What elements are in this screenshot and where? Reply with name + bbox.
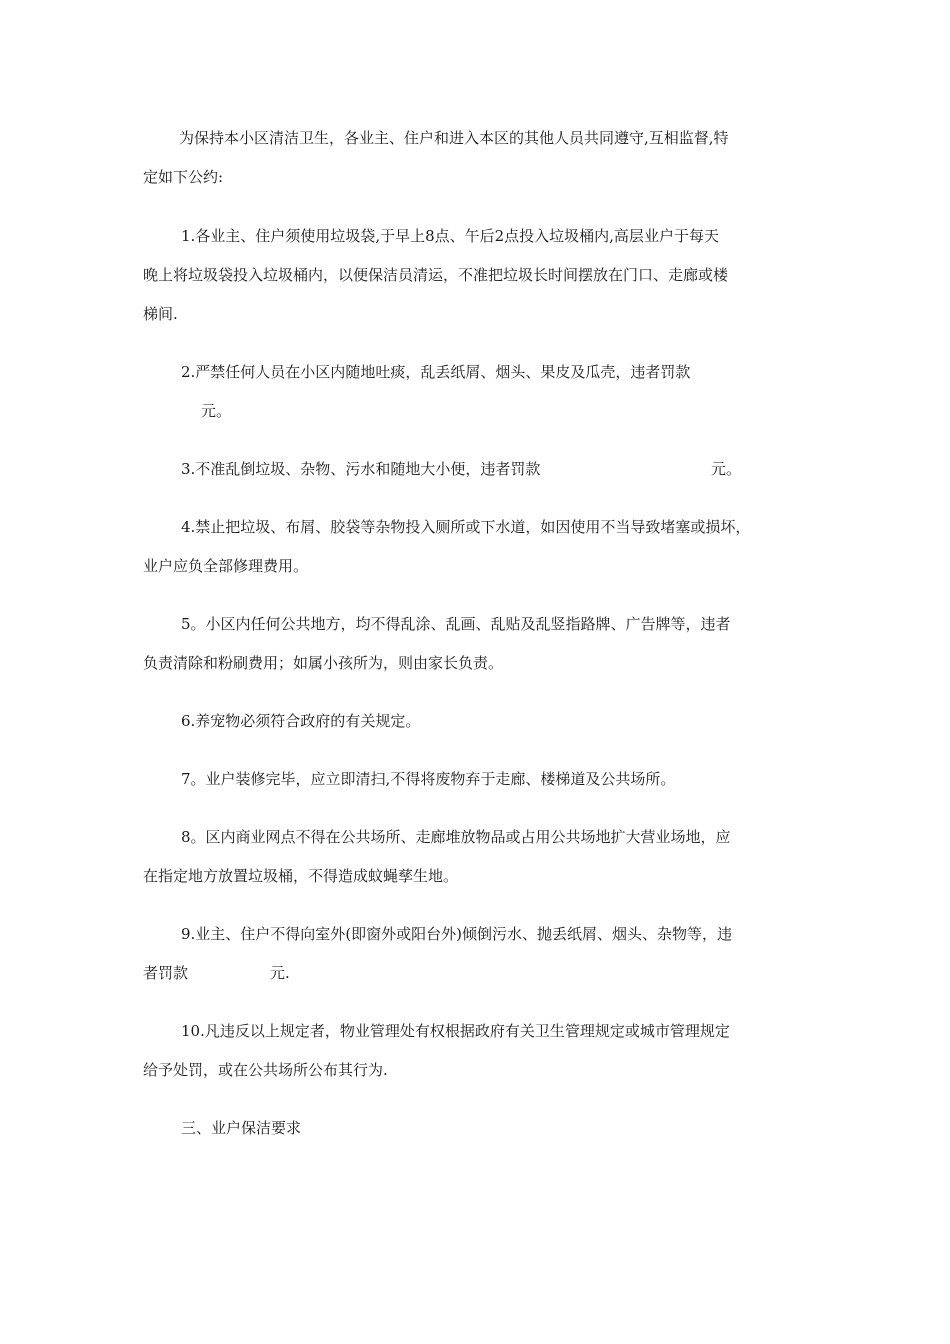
item-5-line-1: 5。小区内任何公共地方，均不得乱涂、乱画、乱贴及乱竖指路牌、广告牌等，违者 [181, 615, 731, 633]
item-9-line-2: 者罚款 [143, 964, 189, 982]
item-10-line-2: 给予处罚，或在公共场所公布其行为. [143, 1061, 388, 1079]
intro-line-1: 为保持本小区清洁卫生，各业主、住户和进入本区的其他人员共同遵守,互相监督,特 [179, 129, 729, 147]
item-3-fine-unit: 元。 [711, 460, 742, 478]
item-6-line-1: 6.养宠物必须符合政府的有关规定。 [181, 712, 421, 730]
item-5-line-2: 负责清除和粉刷费用；如属小孩所为，则由家长负责。 [143, 654, 504, 672]
item-8-line-2: 在指定地方放置垃圾桶，不得造成蚊蝇孳生地。 [143, 867, 459, 885]
item-2-line-1: 2.严禁任何人员在小区内随地吐痰，乱丢纸屑、烟头、果皮及瓜壳，违者罚款 [181, 363, 691, 381]
item-10-line-1: 10.凡违反以上规定者，物业管理处有权根据政府有关卫生管理规定或城市管理规定 [181, 1022, 730, 1040]
item-3-line-1: 3.不准乱倒垃圾、杂物、污水和随地大小便，违者罚款 [181, 460, 541, 478]
item-1-line-1: 1.各业主、住户须使用垃圾袋,于早上8点、午后2点投入垃圾桶内,高层业户于每天 [181, 227, 719, 245]
intro-line-2: 定如下公约: [143, 168, 224, 186]
item-9-fine-unit: 元. [270, 964, 290, 982]
item-8-line-1: 8。区内商业网点不得在公共场所、走廊堆放物品或占用公共场地扩大营业场地，应 [181, 828, 731, 846]
item-7-line-1: 7。业户装修完毕，应立即清扫,不得将废物弃于走廊、楼梯道及公共场所。 [181, 770, 676, 788]
item-1-line-2: 晚上将垃圾袋投入垃圾桶内，以便保洁员清运，不准把垃圾长时间摆放在门口、走廊或楼 [143, 266, 729, 284]
item-2-line-2: 元。 [201, 402, 232, 420]
item-4-line-1: 4.禁止把垃圾、布屑、胶袋等杂物投入厕所或下水道，如因使用不当导致堵塞或损坏， [181, 518, 751, 536]
item-1-line-3: 梯间. [143, 305, 178, 323]
item-4-line-2: 业户应负全部修理费用。 [143, 557, 309, 575]
item-9-line-1: 9.业主、住户不得向室外(即窗外或阳台外)倾倒污水、抛丢纸屑、烟头、杂物等，违 [181, 925, 733, 943]
section-heading: 三、业户保洁要求 [181, 1119, 302, 1137]
